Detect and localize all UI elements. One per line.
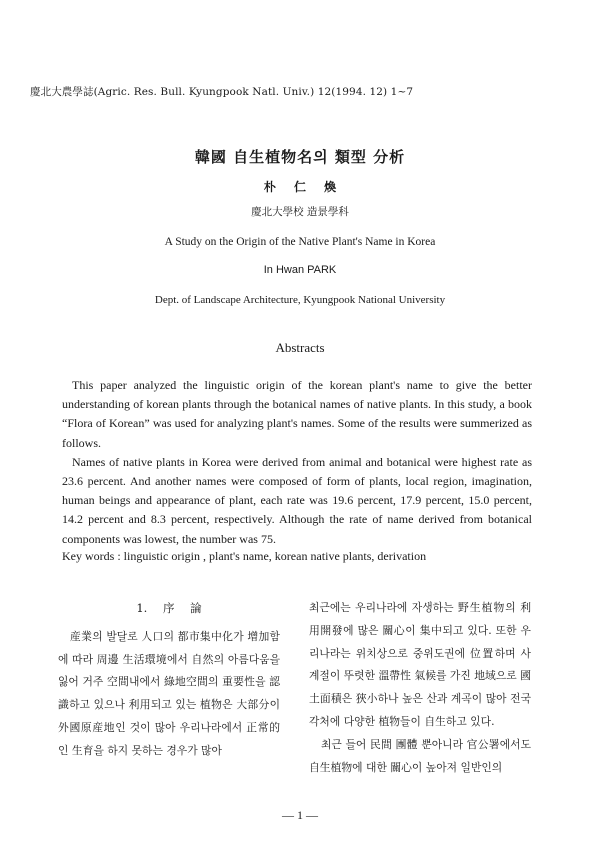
right-column [309, 597, 531, 779]
abstract-heading: Abstracts [275, 340, 325, 355]
left-column [58, 597, 280, 763]
paper-title-english: A Study on the Origin of the Native Plant's Name in Korea [164, 236, 436, 248]
journal-citation: 慶北大農學誌(Agric. Res. Bull. Kyungpook Natl. Univ.) 12(1994. 12) 1~7 [30, 86, 414, 98]
author-korean: 朴 仁 煥 [263, 180, 337, 194]
abstract-body [62, 376, 532, 549]
left-column-paragraph: 産業의 발달로 人口의 都市集中化가 增加함에 따라 周邊 生活環境에서 自然의 아름다움을 잃어 거주 空間내에서 綠地空間의 重要性을 認識하고 있으나 利用되고 있는 植物은 大部分이 外國原産地인 것이 많아 우리나라에서 正常的인 生育을 하지 못하는 경우가 많아 [58, 629, 280, 757]
author-english: In Hwan PARK [263, 264, 337, 276]
abstract-paragraph-1: This paper analyzed the linguistic origin of the korean plant's name to give the better understanding of korean plants through the botanical names of native plants. In this study, a book “Flora of Korean” was used for analyzing plant's names. Some of the results were summerized as follows. [62, 378, 532, 450]
affiliation-english: Dept. of Landscape Architecture, Kyungpook National University [154, 294, 446, 306]
page-number: — 1 — [282, 808, 318, 822]
right-column-paragraph-1: 최근에는 우리나라에 자생하는 野生植物의 利用開發에 많은 關心이 集中되고 있다. 또한 우리나라는 위치상으로 중위도권에 位置하며 사계절이 뚜렷한 溫帶性 氣候를 가진 地域으로 國土面積은 狹小하나 높은 산과 계곡이 많아 전국 각처에 다양한 植物들이 自生하고 있다. [309, 601, 531, 728]
paper-title-korean: 韓國 自生植物名의 類型 分析 [194, 148, 406, 166]
right-column-paragraph-2: 최근 들어 民間 團體 뿐아니라 官公署에서도 自生植物에 대한 關心이 높아져 일반인의 [309, 737, 531, 774]
abstract-paragraph-2: Names of native plants in Korea were derived from animal and botanical were highest rate as 23.6 percent. And another names were composed of form of plants, local region, imagination, human beings and appearance of plant, each rate was 19.6 percent, 17.9 percent, 15.0 percent, 14.2 percent and 8.3 percent, respectively. Although the rate of name derived from botanical components was lowest, the number was 75. [62, 454, 532, 546]
affiliation-korean: 慶北大學校 造景學科 [251, 206, 349, 218]
section-heading-introduction: 1. 序 論 [136, 601, 202, 615]
keywords-line: Key words : linguistic origin , plant's name, korean native plants, derivation [62, 549, 427, 563]
